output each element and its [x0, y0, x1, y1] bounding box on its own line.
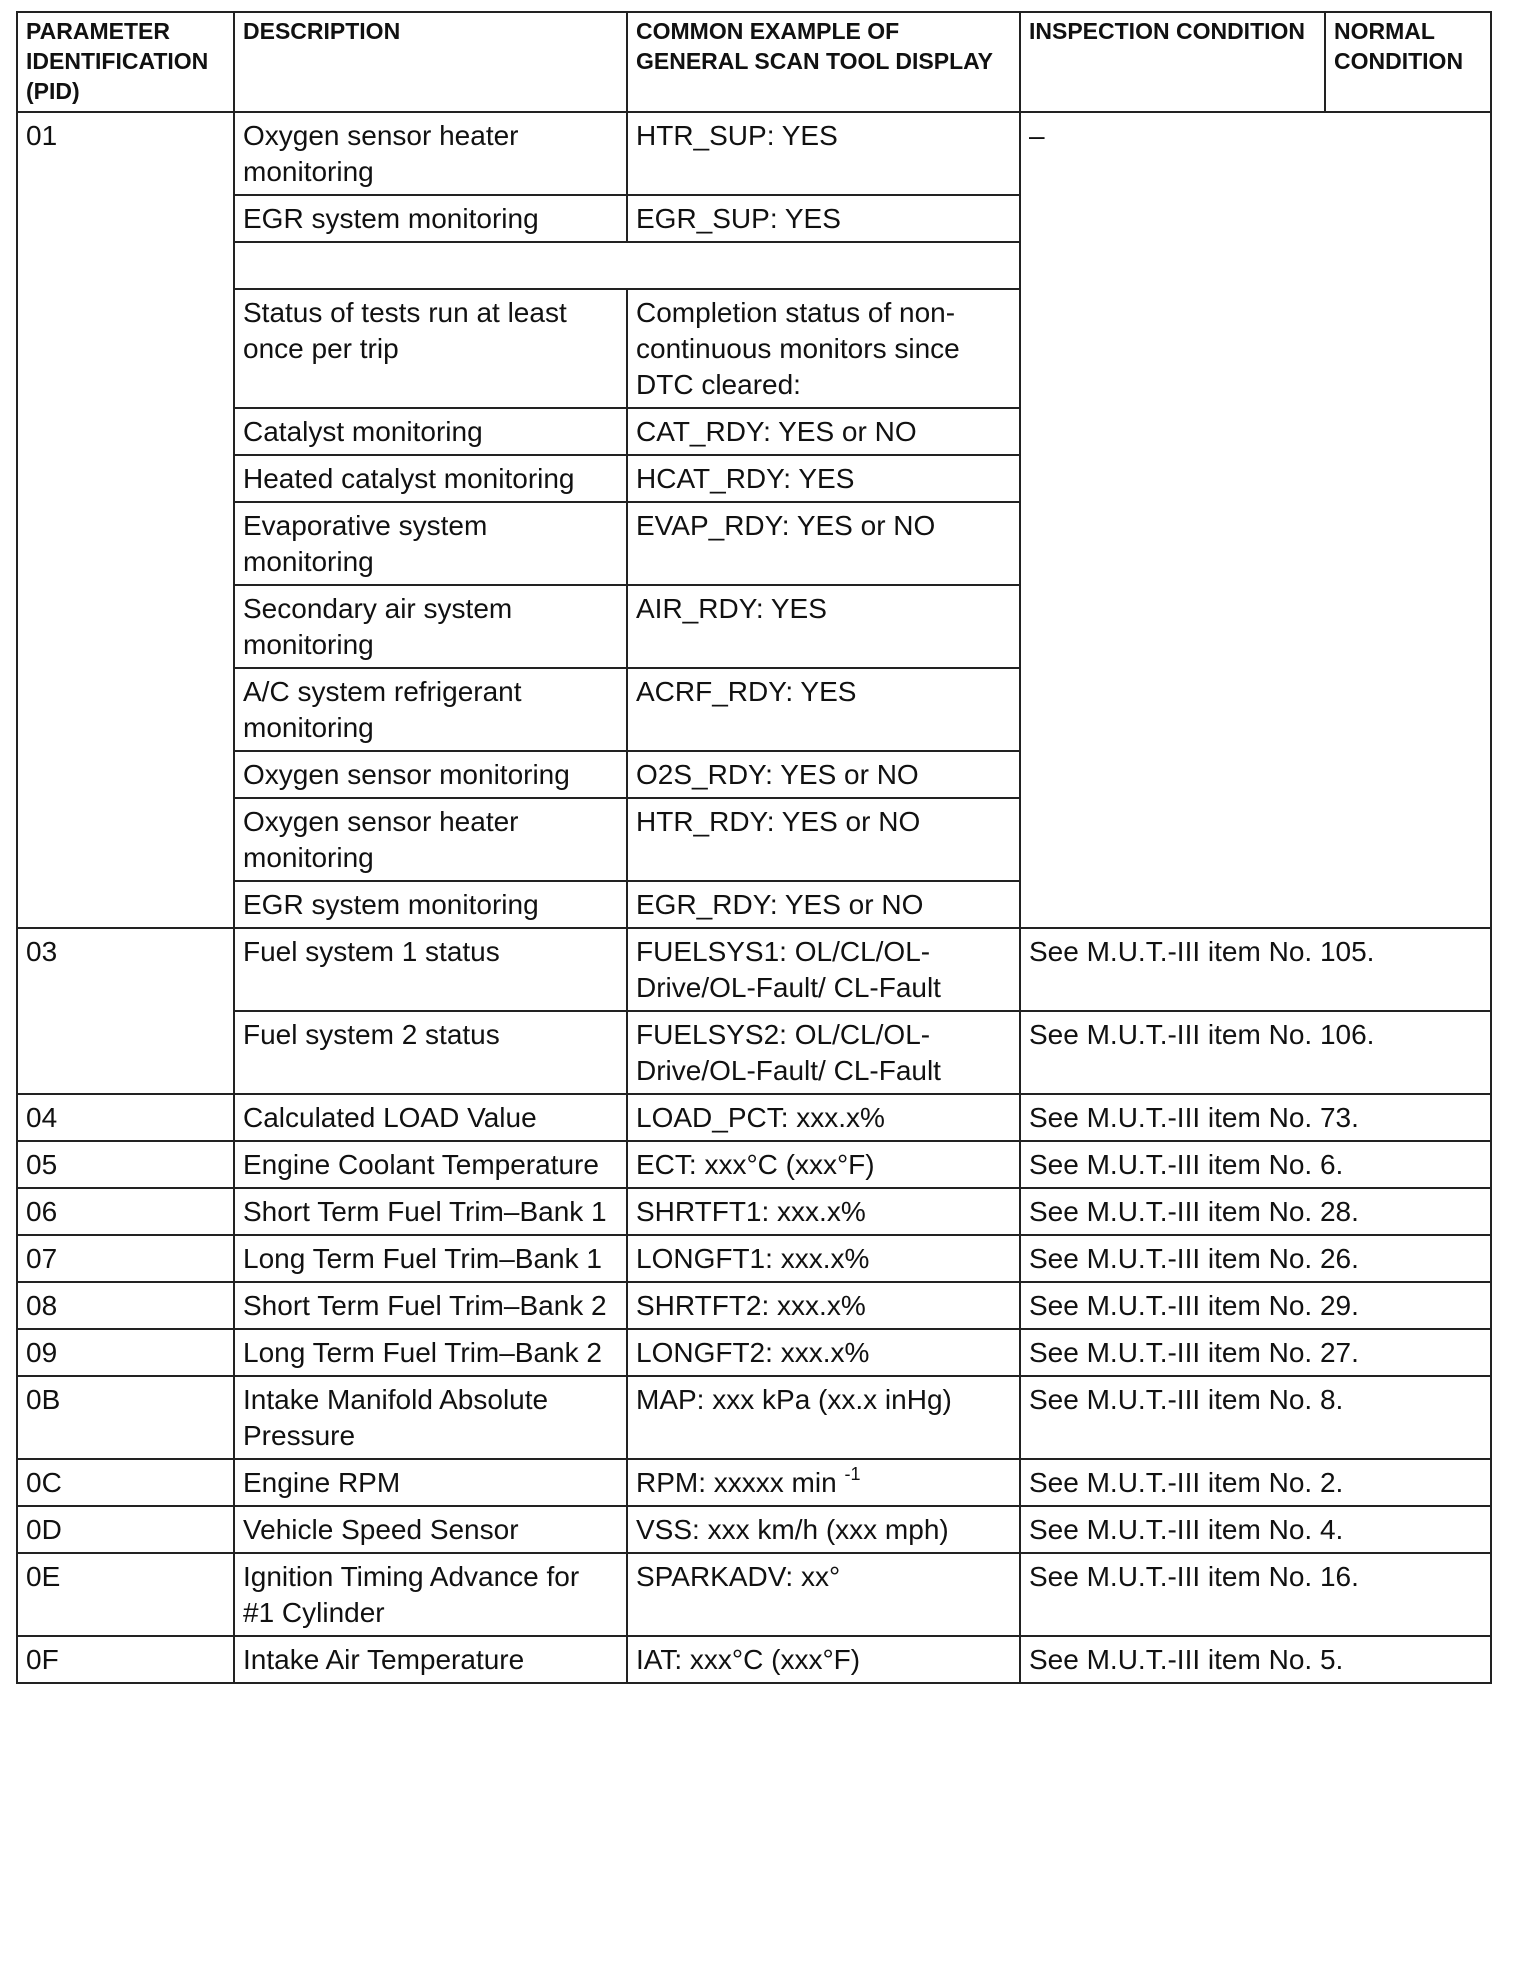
condition-cell: See M.U.T.-III item No. 2. [1020, 1459, 1491, 1506]
example-cell: HTR_RDY: YES or NO [627, 798, 1020, 881]
example-cell: LONGFT2: xxx.x% [627, 1329, 1020, 1376]
pid-cell: 03 [17, 928, 234, 1094]
example-cell: ACRF_RDY: YES [627, 668, 1020, 751]
pid-table [16, 11, 1492, 1684]
table-row [17, 1282, 1491, 1329]
description-cell: Oxygen sensor heater monitoring [234, 112, 627, 195]
example-text: RPM: xxxxx min [636, 1467, 837, 1498]
example-cell: SHRTFT2: xxx.x% [627, 1282, 1020, 1329]
example-cell: EVAP_RDY: YES or NO [627, 502, 1020, 585]
table-row [17, 1506, 1491, 1553]
description-cell: Intake Air Temperature [234, 1636, 627, 1683]
description-cell: Fuel system 2 status [234, 1011, 627, 1094]
pid-cell: 0D [17, 1506, 234, 1553]
table-row [17, 1636, 1491, 1683]
description-cell: Long Term Fuel Trim–Bank 1 [234, 1235, 627, 1282]
example-cell: FUELSYS2: OL/CL/OL-Drive/OL-Fault/ CL-Fault [627, 1011, 1020, 1094]
condition-cell: See M.U.T.-III item No. 73. [1020, 1094, 1491, 1141]
example-cell: SHRTFT1: xxx.x% [627, 1188, 1020, 1235]
description-cell: Vehicle Speed Sensor [234, 1506, 627, 1553]
example-cell: MAP: xxx kPa (xx.x inHg) [627, 1376, 1020, 1459]
example-cell: CAT_RDY: YES or NO [627, 408, 1020, 455]
description-cell: Calculated LOAD Value [234, 1094, 627, 1141]
pid-cell: 0F [17, 1636, 234, 1683]
description-cell: Heated catalyst monitoring [234, 455, 627, 502]
condition-cell: See M.U.T.-III item No. 27. [1020, 1329, 1491, 1376]
condition-cell: See M.U.T.-III item No. 28. [1020, 1188, 1491, 1235]
pid-cell: 0B [17, 1376, 234, 1459]
description-cell: EGR system monitoring [234, 195, 627, 242]
pid-cell: 04 [17, 1094, 234, 1141]
example-cell: AIR_RDY: YES [627, 585, 1020, 668]
table-row [17, 1094, 1491, 1141]
pid-cell: 01 [17, 112, 234, 928]
table-row [17, 1141, 1491, 1188]
condition-cell: See M.U.T.-III item No. 4. [1020, 1506, 1491, 1553]
pid-cell: 09 [17, 1329, 234, 1376]
condition-cell: See M.U.T.-III item No. 6. [1020, 1141, 1491, 1188]
header-pid: PARAMETER IDENTIFICATION (PID) [17, 12, 234, 112]
description-cell: Evaporative system monitoring [234, 502, 627, 585]
description-cell: Fuel system 1 status [234, 928, 627, 1011]
example-cell: SPARKADV: xx° [627, 1553, 1020, 1636]
description-cell: A/C system refrigerant monitoring [234, 668, 627, 751]
example-cell: Completion status of non-continuous monitors since DTC cleared: [627, 289, 1020, 408]
table-row [17, 1459, 1491, 1506]
superscript: -1 [844, 1464, 861, 1484]
description-cell: Status of tests run at least once per trip [234, 289, 627, 408]
table-row [17, 112, 1491, 195]
condition-cell: See M.U.T.-III item No. 105. [1020, 928, 1491, 1011]
header-example: COMMON EXAMPLE OF GENERAL SCAN TOOL DISPLAY [627, 12, 1020, 112]
example-cell: HCAT_RDY: YES [627, 455, 1020, 502]
example-cell: LONGFT1: xxx.x% [627, 1235, 1020, 1282]
example-cell: LOAD_PCT: xxx.x% [627, 1094, 1020, 1141]
example-cell: HTR_SUP: YES [627, 112, 1020, 195]
pid-cell: 05 [17, 1141, 234, 1188]
description-cell: Oxygen sensor monitoring [234, 751, 627, 798]
table-row [17, 1011, 1491, 1094]
blank-cell [234, 242, 1020, 289]
pid-cell: 08 [17, 1282, 234, 1329]
condition-cell: See M.U.T.-III item No. 29. [1020, 1282, 1491, 1329]
example-cell: FUELSYS1: OL/CL/OL-Drive/OL-Fault/ CL-Fault [627, 928, 1020, 1011]
header-row [17, 12, 1491, 112]
description-cell: Secondary air system monitoring [234, 585, 627, 668]
example-cell: IAT: xxx°C (xxx°F) [627, 1636, 1020, 1683]
header-inspection-condition: INSPECTION CONDITION [1020, 12, 1325, 112]
pid-cell: 07 [17, 1235, 234, 1282]
condition-cell: See M.U.T.-III item No. 5. [1020, 1636, 1491, 1683]
table-row [17, 1553, 1491, 1636]
description-cell: Engine Coolant Temperature [234, 1141, 627, 1188]
table-row [17, 1376, 1491, 1459]
example-cell: EGR_RDY: YES or NO [627, 881, 1020, 928]
example-cell: VSS: xxx km/h (xxx mph) [627, 1506, 1020, 1553]
description-cell: Intake Manifold Absolute Pressure [234, 1376, 627, 1459]
table-row [17, 1188, 1491, 1235]
header-normal-condition: NORMAL CONDITION [1325, 12, 1491, 112]
example-cell [627, 1459, 1020, 1506]
condition-cell: See M.U.T.-III item No. 106. [1020, 1011, 1491, 1094]
condition-cell: See M.U.T.-III item No. 16. [1020, 1553, 1491, 1636]
description-cell: Oxygen sensor heater monitoring [234, 798, 627, 881]
pid-cell: 06 [17, 1188, 234, 1235]
condition-cell: See M.U.T.-III item No. 8. [1020, 1376, 1491, 1459]
description-cell: Short Term Fuel Trim–Bank 2 [234, 1282, 627, 1329]
header-description: DESCRIPTION [234, 12, 627, 112]
example-cell: O2S_RDY: YES or NO [627, 751, 1020, 798]
example-cell: ECT: xxx°C (xxx°F) [627, 1141, 1020, 1188]
description-cell: Long Term Fuel Trim–Bank 2 [234, 1329, 627, 1376]
example-cell: EGR_SUP: YES [627, 195, 1020, 242]
description-cell: EGR system monitoring [234, 881, 627, 928]
condition-cell: – [1020, 112, 1491, 928]
condition-cell: See M.U.T.-III item No. 26. [1020, 1235, 1491, 1282]
table-row [17, 928, 1491, 1011]
description-cell: Engine RPM [234, 1459, 627, 1506]
pid-cell: 0E [17, 1553, 234, 1636]
description-cell: Short Term Fuel Trim–Bank 1 [234, 1188, 627, 1235]
description-cell: Ignition Timing Advance for #1 Cylinder [234, 1553, 627, 1636]
table-row [17, 1235, 1491, 1282]
description-cell: Catalyst monitoring [234, 408, 627, 455]
table-row [17, 1329, 1491, 1376]
pid-cell: 0C [17, 1459, 234, 1506]
